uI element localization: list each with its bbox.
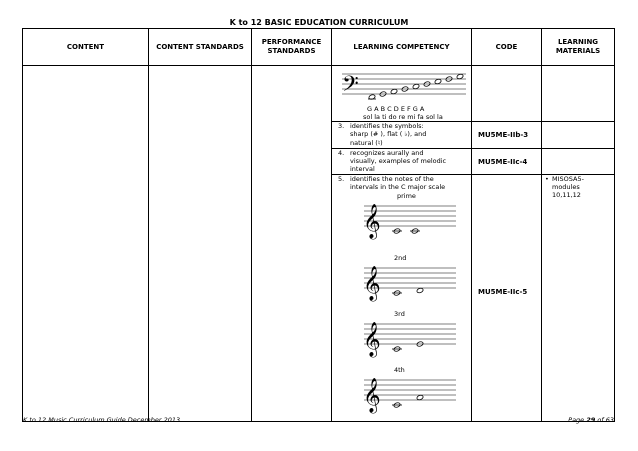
- header-row: [23, 29, 615, 66]
- competency-5-line-1: identifies the notes of the: [350, 175, 434, 183]
- treble-clef-icon: 𝄞: [363, 204, 381, 239]
- footer-guide-title: K to 12 Music Curriculum Guide December 2013: [23, 416, 181, 424]
- bass-clef-icon: 𝄢: [342, 72, 359, 102]
- interval-prime-label: prime: [397, 192, 416, 200]
- competency-4-number: 4.: [338, 149, 345, 157]
- header-learning-competency: LEARNING COMPETENCY: [332, 29, 472, 66]
- header-content: CONTENT: [23, 29, 149, 66]
- learning-competency-cell: [332, 66, 472, 422]
- code-mu5me-iic-5: MU5ME-IIc-5: [478, 288, 528, 296]
- page-prefix: Page: [568, 416, 585, 424]
- header-learning-materials: LEARNING MATERIALS: [542, 29, 615, 66]
- header-code: CODE: [472, 29, 542, 66]
- body-row: [23, 66, 615, 422]
- competency-3-line-2: sharp (# ), flat ( ♭), and: [350, 130, 427, 138]
- competency-4-line-3: interval: [350, 165, 375, 173]
- treble-clef-icon: 𝄞: [363, 322, 381, 357]
- performance-standards-cell: [252, 66, 332, 422]
- content-standards-cell: [149, 66, 252, 422]
- competency-5-number: 5.: [338, 175, 345, 183]
- header-content-standards: CONTENT STANDARDS: [149, 29, 252, 66]
- treble-staff-prime: [360, 200, 460, 240]
- treble-staff-3rd: [360, 318, 460, 358]
- competency-3-line-3: natural (♮): [350, 139, 383, 147]
- code-mu5me-iib-3: MU5ME-IIb-3: [478, 131, 529, 139]
- page-current: 29: [586, 416, 596, 424]
- treble-staff-4th: [360, 374, 460, 414]
- materials-line-1: MISOSA5-: [552, 175, 584, 183]
- treble-clef-icon: 𝄞: [363, 378, 381, 413]
- competency-4-line-1: recognizes aurally and: [350, 149, 424, 157]
- materials-bullet: •: [545, 175, 549, 183]
- code-mu5me-iic-4: MU5ME-IIc-4: [478, 158, 528, 166]
- competency-4-line-2: visually, examples of melodic: [350, 157, 447, 165]
- page-total: of 63: [597, 416, 614, 424]
- treble-staff-2nd: [360, 262, 460, 302]
- competency-3-number: 3.: [338, 122, 345, 130]
- competency-3-line-1: identifies the symbols:: [350, 122, 424, 130]
- interval-4th-label: 4th: [394, 366, 405, 374]
- treble-clef-icon: 𝄞: [363, 266, 381, 301]
- materials-line-3: 10,11,12: [552, 191, 581, 199]
- header-performance-standards: PERFORMANCE STANDARDS: [252, 29, 332, 66]
- bass-notes: [368, 73, 464, 100]
- interval-2nd-label: 2nd: [394, 254, 407, 262]
- materials-line-2: modules: [552, 183, 580, 191]
- learning-materials-cell: [542, 66, 615, 422]
- competency-5-line-2: intervals in the C major scale: [350, 183, 446, 191]
- bass-note-letters: G A B C D E F G A: [367, 105, 425, 113]
- footer-page-number: [568, 416, 614, 424]
- bass-clef-staff: [340, 68, 470, 104]
- content-cell: [23, 66, 149, 422]
- interval-3rd-label: 3rd: [394, 310, 405, 318]
- curriculum-table: [22, 28, 615, 422]
- document-title: K to 12 BASIC EDUCATION CURRICULUM: [229, 18, 409, 27]
- code-cell: [472, 66, 542, 422]
- bass-note-solfege: sol la ti do re mi fa sol la: [363, 113, 443, 121]
